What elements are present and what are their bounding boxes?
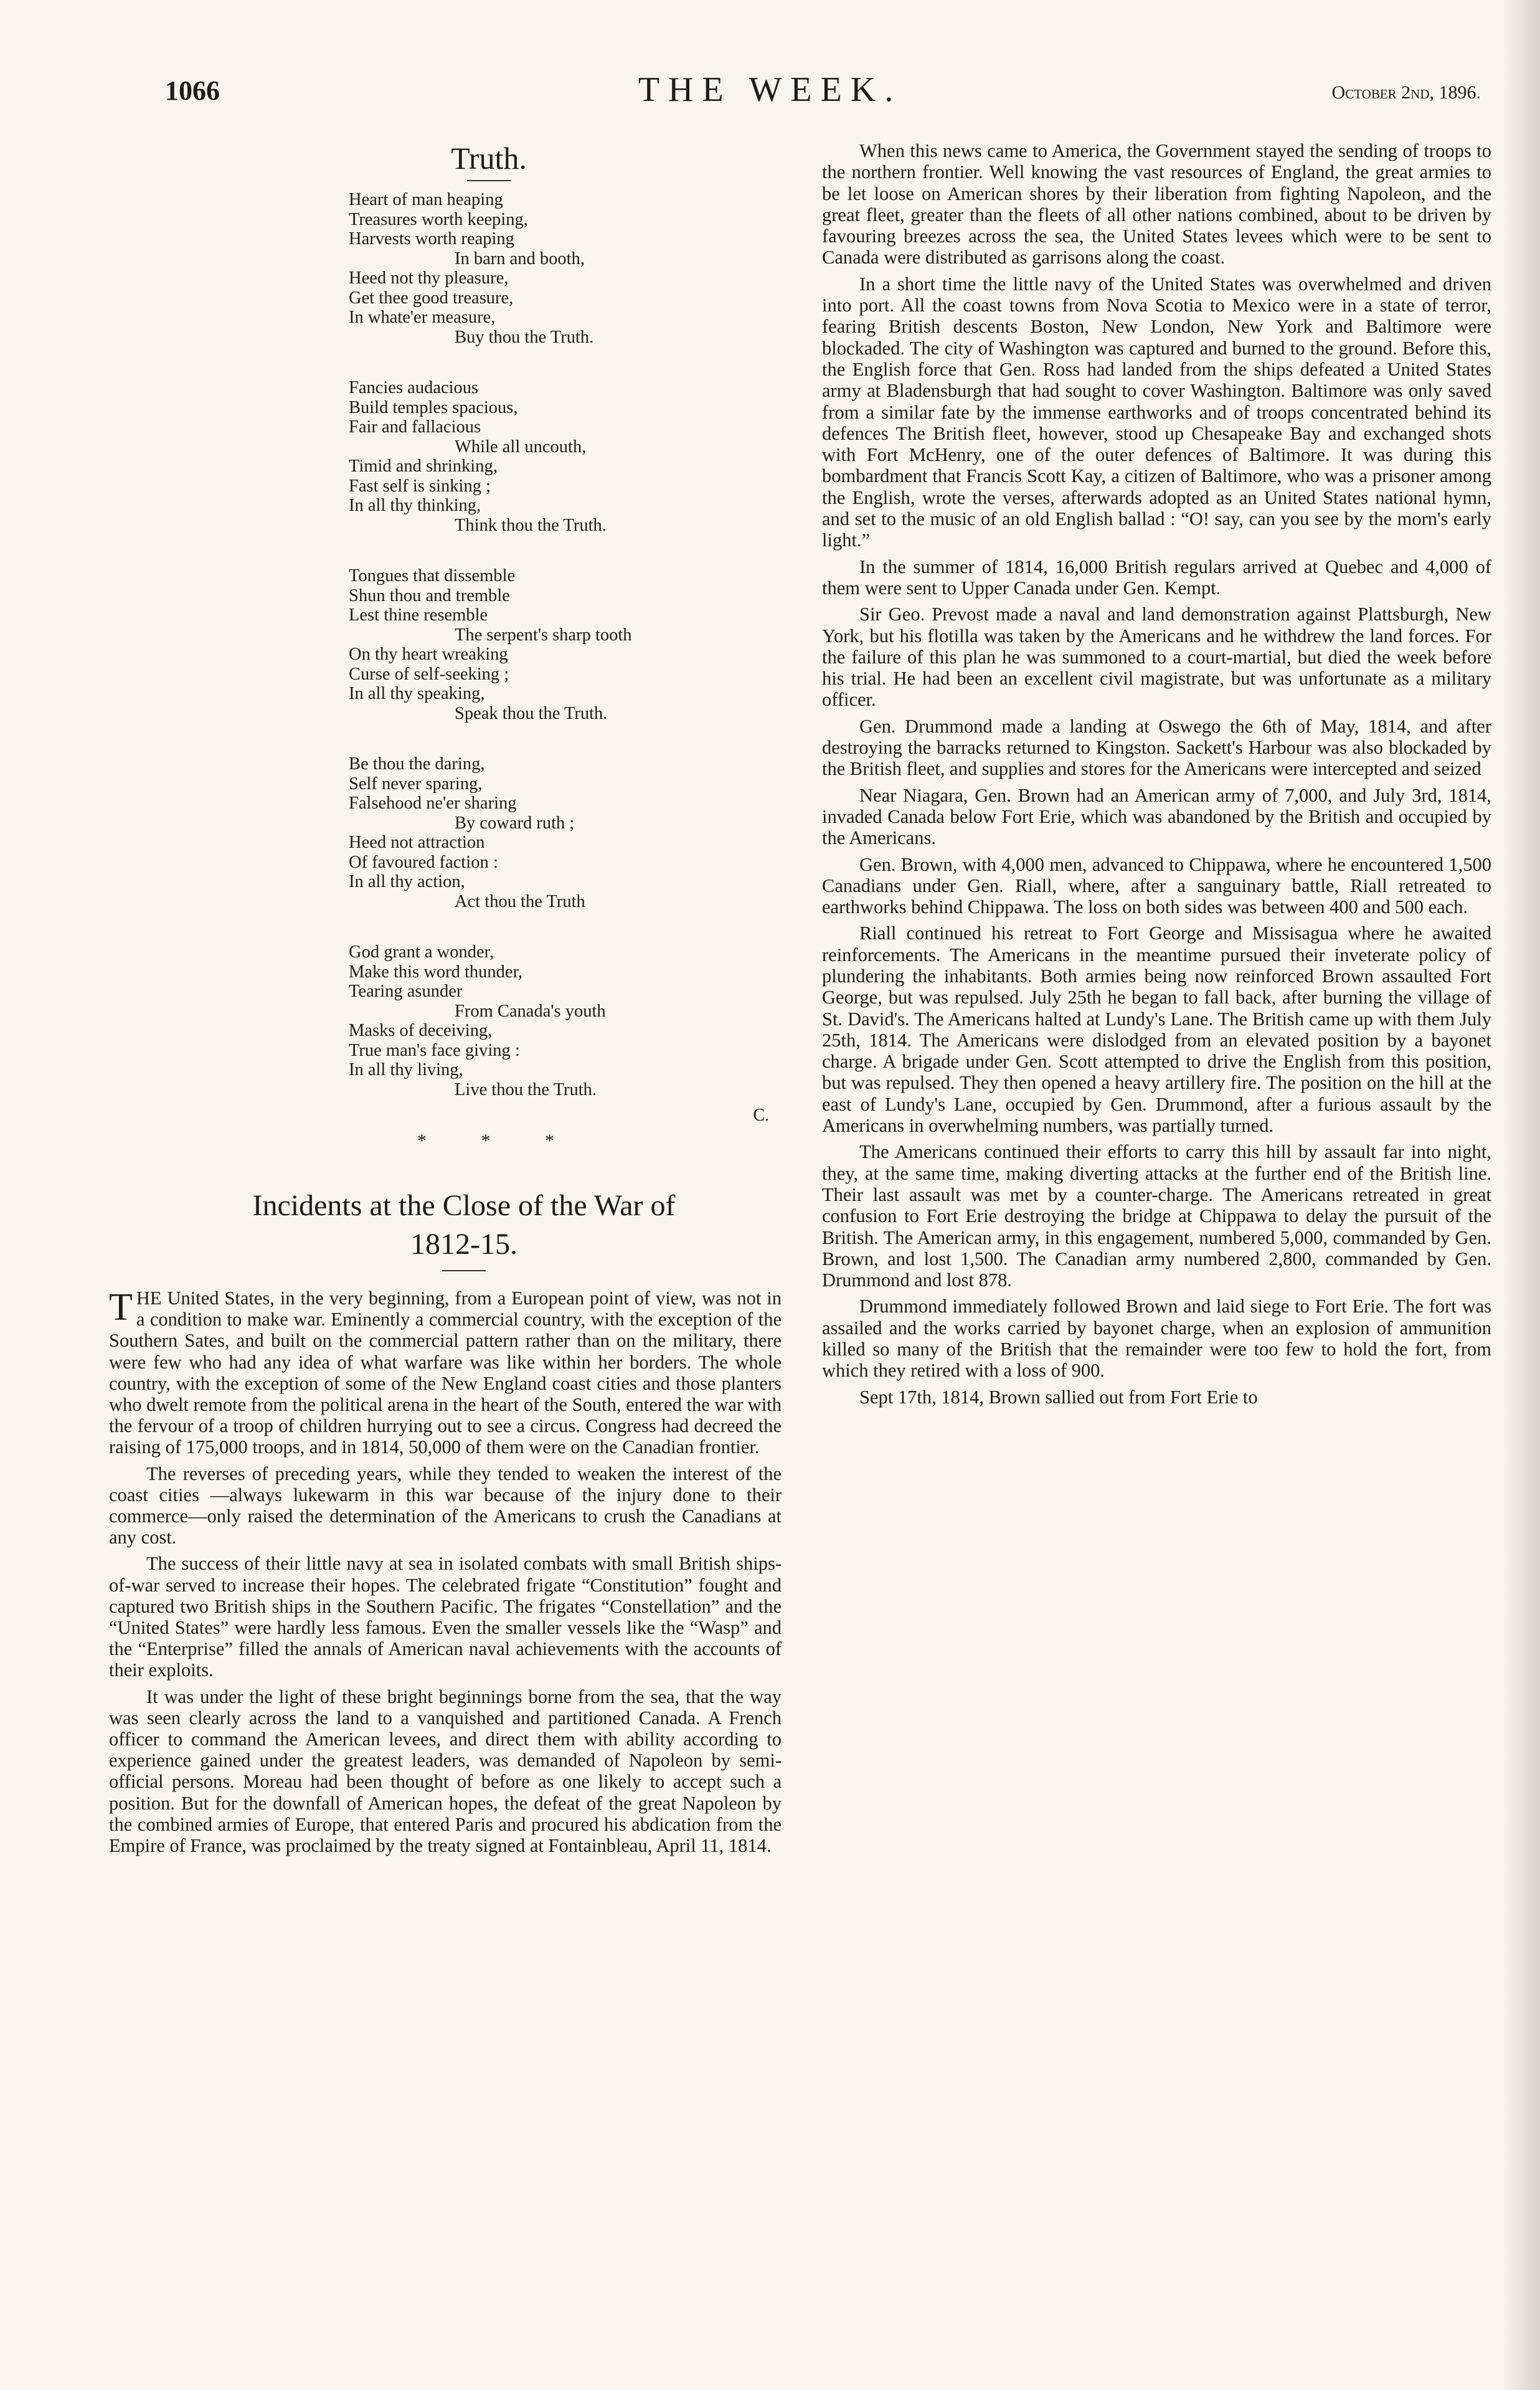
poem-line: Treasures worth keeping, — [349, 209, 528, 229]
poem-line: Fast self is sinking ; — [349, 476, 491, 496]
poem-line: God grant a wonder, — [349, 942, 494, 962]
poem-line: Buy thou the Truth. — [455, 327, 594, 347]
page-header — [0, 70, 1540, 125]
article-paragraph — [109, 1287, 782, 1458]
section-divider-stars: * * * — [417, 1131, 579, 1151]
right-column — [822, 140, 1491, 1413]
article-paragraph: Riall continued his retreat to Fort George and Missisagua where he awaited reinforcements. The Americans in the meantime pursued their inveterate policy of plundering the inhabitants. Both armies being now reinforced Brown assaulted Fort George, but was repulsed. July 25th he began to fall back, after burning the village of St. David's. The Americans halted at Lundy's Lane. The British came up with them July 25th, 1814. The Americans were dislodged from an elevated position by a bayonet charge. A brigade under Gen. Scott attempted to drive the English from this position, but was repulsed. They then opened a heavy artillery fire. The position on the hill at the east of Lundy's Lane, occupied by Gen. Drummond, after a furious assault by the Americans in overwhelming numbers, was partially turned. — [822, 922, 1491, 1137]
scan-edge-shading — [1503, 0, 1540, 2390]
article-paragraph: The success of their little navy at sea in isolated combats with small British ships-of-war served to increase their hopes. The celebrated frigate “Constitution” fought and captured two British ships in the Southern Pacific. The frigates “Constellation” and the “United States” were hardly less famous. Even the smaller vessels like the “Wasp” and the “Enterprise” filled the annals of American naval achievements with the accounts of their exploits. — [109, 1553, 782, 1681]
article-title-rule — [442, 1270, 486, 1271]
poem-line: While all uncouth, — [455, 437, 587, 457]
poem-line: Harvests worth reaping — [349, 229, 514, 249]
poem-line: Fancies audacious — [349, 378, 479, 397]
page-number: 1066 — [165, 75, 220, 106]
poem-line: In all thy living, — [349, 1060, 463, 1079]
article-title-line1: Incidents at the Close of the War of — [252, 1189, 676, 1222]
article-title — [146, 1187, 782, 1264]
poem-line: In barn and booth, — [455, 249, 585, 268]
article-paragraph: Gen. Drummond made a landing at Oswego the 6th of May, 1814, and after destroying the barracks returned to Kingston. Sackett's Harbour was also blockaded by the British fleet, and supplies and stores for the Americans were intercepted and seized — [822, 715, 1491, 780]
poem-line: Falsehood ne'er sharing — [349, 794, 517, 813]
title-rule — [467, 180, 511, 181]
article-paragraph: In the summer of 1814, 16,000 British regulars arrived at Quebec and 4,000 of them were sent to Upper Canada under Gen. Kempt. — [822, 556, 1491, 599]
poem-stanza — [349, 378, 782, 535]
article-paragraph: When this news came to America, the Government stayed the sending of troops to the northern frontier. Well knowing the vast resources of England, the great armies to be let loose on American shores by their liberation from fighting Napoleon, and the great fleet, greater than the fleets of all other nations combined, about to be driven by favouring breezes across the sea, the United States levees which were to be sent to Canada were distributed as garrisons along the coast. — [822, 140, 1491, 268]
drop-cap: T — [109, 1286, 133, 1329]
article-paragraph: Drummond immediately followed Brown and laid siege to Fort Erie. The fort was assailed and the works carried by bayonet charge, when an explosion of ammunition killed so many of the British that the remainder were too few to hold the fort, from which they retired with a loss of 900. — [822, 1296, 1491, 1382]
poem-line: Act thou the Truth — [455, 891, 585, 911]
poem-line: On thy heart wreaking — [349, 645, 508, 664]
article-paragraph: In a short time the little navy of the United States was overwhelmed and driven into port. All the coast towns from Nova Scotia to Mexico were in a state of terror, fearing British descents Boston, New London, New York and Baltimore were blockaded. The city of Washington was captured and burned to the ground. Before this, the English force that Gen. Ross had landed from the ships defeated a United States army at Bladensburgh that had sought to cover Washington. Baltimore was only saved from a similar fate by the immense earthworks and of troops concentrated behind its defences The British fleet, however, stood up Chesapeake Bay and exchanged shots with Fort McHenry, one of the outer defences of Baltimore. It was during this bombardment that Francis Scott Kay, a citizen of Baltimore, who was a prisoner among the English, wrote the verses, afterwards adopted as an United States national hymn, and set to the music of an old English ballad : “O! say, can you see by the morn's early light.” — [822, 273, 1491, 551]
article-paragraph: Near Niagara, Gen. Brown had an American army of 7,000, and July 3rd, 1814, invaded Canada below Fort Erie, which was abandoned by the British and occupied by the Americans. — [822, 784, 1491, 849]
poem-title: Truth. — [451, 141, 527, 176]
poem-line: Self never sparing, — [349, 774, 483, 794]
poem-line: In all thy thinking, — [349, 496, 481, 515]
poem-line: In whate'er measure, — [349, 308, 496, 327]
article-paragraph: It was under the light of these bright beginnings borne from the sea, that the way was seen clearly across the land to a vanquished and partitioned Canada. A French officer to command the American levees, and direct them with ability according to experience gained under the greatest leaders, was demanded of Napoleon by semi-official persons. Moreau had been thought of before as one likely to accept such a position. But for the downfall of American hopes, the defeat of the great Napoleon by the combined armies of Europe, that entered Paris and procured his abdication from the Empire of France, was proclaimed by the treaty signed at Fontainbleau, April 11, 1814. — [109, 1686, 782, 1857]
poem-line: Speak thou the Truth. — [455, 703, 608, 723]
poem-line: Shun thou and tremble — [349, 586, 510, 605]
article-paragraph: Sept 17th, 1814, Brown sallied out from Fort Erie to — [859, 1386, 1258, 1408]
poem-line: By coward ruth ; — [455, 813, 575, 833]
article-paragraph: The reverses of preceding years, while they tended to weaken the interest of the coast cities —always lukewarm in this war because of the injury done to their commerce—only raised the determination of the Americans to crush the Canadians at any cost. — [109, 1463, 782, 1548]
poem-line: Lest thine resemble — [349, 605, 488, 625]
left-column — [109, 140, 782, 1861]
poem-stanza — [349, 942, 782, 1099]
poem-line: Live thou the Truth. — [455, 1079, 597, 1099]
article-body-left — [109, 1287, 782, 1856]
poem-line: Make this word thunder, — [349, 962, 523, 982]
article-paragraph: Gen. Brown, with 4,000 men, advanced to Chippawa, where he encountered 1,500 Canadians under Gen. Riall, where, after a sanguinary battle, Riall retreated to earthworks behind Chippawa. The loss on both sides was between 400 and 500 each. — [822, 853, 1491, 918]
poem-line: In all thy action, — [349, 872, 465, 891]
poem-stanza — [349, 566, 782, 723]
poem-line: Of favoured faction : — [349, 852, 498, 872]
poem-line: Curse of self-seeking ; — [349, 664, 509, 684]
poem-line: Heart of man heaping — [349, 190, 503, 209]
poem-line: In all thy speaking, — [349, 684, 485, 703]
issue-date: October 2nd, 1896. — [1331, 82, 1481, 103]
poem-stanza — [349, 754, 782, 911]
poem-line: Get thee good treasure, — [349, 288, 514, 308]
journal-title: THE WEEK. — [638, 70, 902, 109]
poem-line: Build temples spacious, — [349, 397, 518, 417]
poem-line: True man's face giving : — [349, 1040, 520, 1060]
poem-line: Heed not thy pleasure, — [349, 268, 509, 288]
article-paragraph: The Americans continued their efforts to carry this hill by assault far into night, they, at the same time, making diverting attacks at the further end of the British line. Their last assault was met by a counter-charge. The Americans retreated in great confusion to Fort Erie destroying the bridge at Chippawa to delay the pursuit of the British. The American army, in this engagement, numbered 5,000, commanded by Gen. Brown, and lost 1,500. The Canadian army numbered 2,800, commanded by Gen. Drummond and lost 878. — [822, 1141, 1491, 1291]
poem-line: Timid and shrinking, — [349, 457, 498, 476]
poem-line: Tongues that dissemble — [349, 566, 516, 586]
poem-signature: C. — [753, 1106, 769, 1125]
poem-line: Fair and fallacious — [349, 417, 481, 437]
article-paragraph-text: HE United States, in the very beginning, from a European point of view, was not in a condition to make war. Eminently a commercial country, with the exception of the Southern Sates, and built on the commercial pattern rather than on the military, there were few who had any idea of what warfare was like within her borders. The whole country, with the exception of some of the New England coast cities and those planters who dwelt remote from the political arena in the heart of the South, entered the war with the fervour of a troop of children hurrying out to see a circus. Congress had decreed the raising of 175,000 troops, and in 1814, 50,000 of them were on the Canadian frontier. — [109, 1287, 782, 1458]
poem-line: Be thou the daring, — [349, 754, 485, 774]
poem-line: Masks of deceiving, — [349, 1021, 493, 1040]
poem-line: Tearing asunder — [349, 982, 463, 1001]
poem-line: The serpent's sharp tooth — [455, 625, 632, 645]
poem — [109, 190, 782, 1099]
poem-stanza — [349, 190, 782, 347]
article-title-line2: 1812-15. — [410, 1228, 517, 1261]
poem-line: From Canada's youth — [455, 1001, 606, 1021]
poem-line: Heed not attraction — [349, 833, 485, 852]
article-paragraph: Sir Geo. Prevost made a naval and land demonstration against Plattsburgh, New York, but his flotilla was taken by the Americans and he withdrew the land forces. For the failure of this plan he was summoned to a court-martial, but died the week before his trial. He had been an excellent civil magistrate, but was unfortunate as a military officer. — [822, 604, 1491, 711]
article-body-right — [822, 140, 1491, 1408]
poem-line: Think thou the Truth. — [455, 515, 607, 535]
